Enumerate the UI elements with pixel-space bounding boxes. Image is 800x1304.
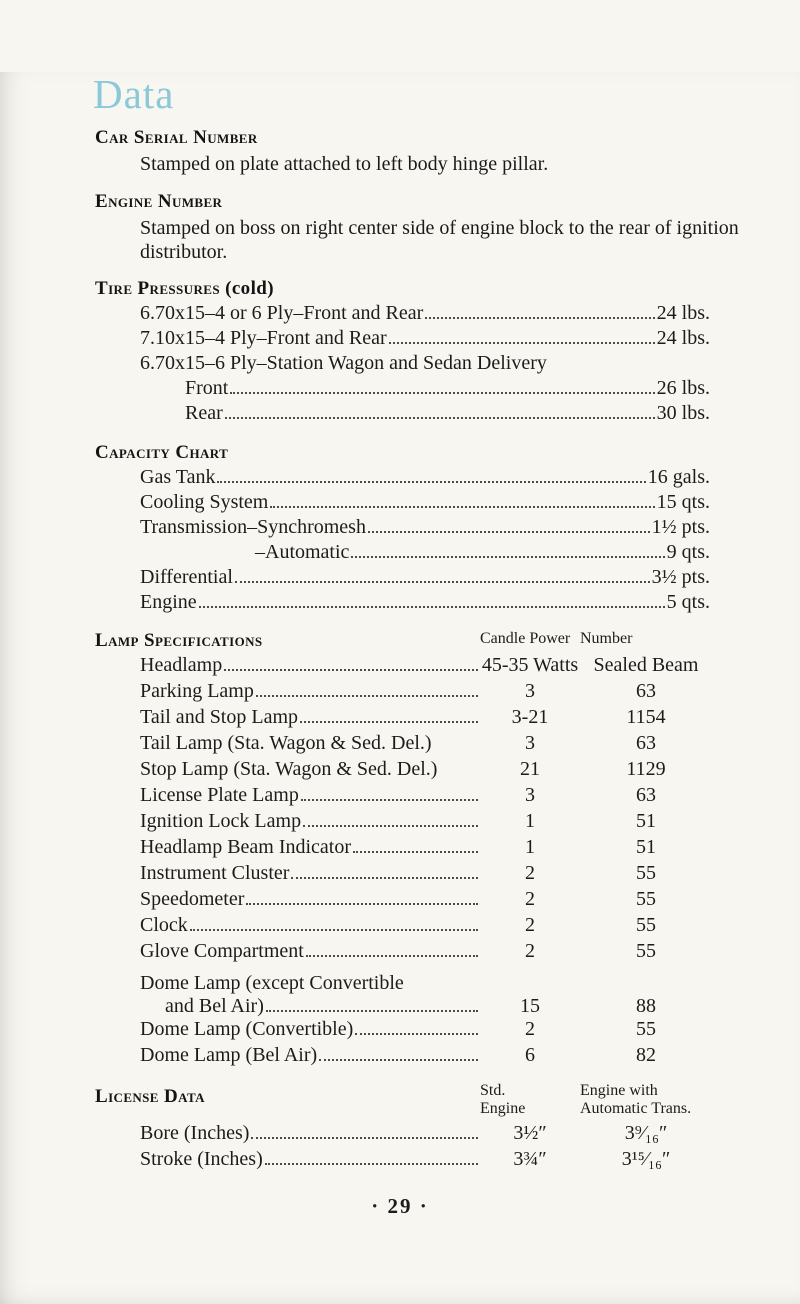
row-label: Cooling System xyxy=(140,491,269,513)
number-value: 51 xyxy=(636,810,656,832)
table-row xyxy=(140,862,712,888)
dotted-leader xyxy=(246,903,478,905)
candle-power-value: 45-35 Watts xyxy=(481,654,579,676)
dotted-leader xyxy=(291,877,478,879)
candle-power-value: 1 xyxy=(525,810,535,832)
dotted-leader xyxy=(351,556,664,558)
number-value: 82 xyxy=(636,1044,656,1066)
number-value: 63 xyxy=(636,732,656,754)
std-engine-value: 3¾″ xyxy=(513,1148,547,1170)
candle-power-value: 3 xyxy=(525,784,535,806)
list-item xyxy=(255,541,710,566)
dotted-leader xyxy=(265,1163,478,1165)
table-row xyxy=(140,810,712,836)
candle-power-value: 2 xyxy=(525,888,535,910)
table-row xyxy=(140,784,712,810)
dotted-leader xyxy=(224,669,478,671)
dotted-leader xyxy=(303,825,478,827)
row-label-line1: Dome Lamp (except Convertible xyxy=(140,972,404,994)
header-line2: Engine xyxy=(480,1100,526,1117)
page-number: · 29 · xyxy=(371,1194,429,1218)
row-value: 26 lbs. xyxy=(656,377,710,399)
number-value: 55 xyxy=(636,940,656,962)
candle-power-value: 6 xyxy=(525,1044,535,1066)
row-value: 9 qts. xyxy=(666,541,710,563)
table-row xyxy=(140,732,712,758)
table-row xyxy=(140,1044,712,1070)
list-item xyxy=(140,591,710,616)
candle-power-value: 3 xyxy=(525,680,535,702)
number-value: 1129 xyxy=(626,758,666,780)
column-header-candle-power: Candle Power xyxy=(480,630,571,647)
dotted-leader xyxy=(270,506,654,508)
dotted-leader xyxy=(199,606,665,608)
table-row xyxy=(140,706,712,732)
table-row xyxy=(140,1148,712,1174)
row-value: 30 lbs. xyxy=(656,402,710,424)
manual-page xyxy=(0,72,800,1304)
section-heading: Capacity Chart xyxy=(95,442,229,463)
lamp-specifications-header xyxy=(95,630,800,652)
number-value: 55 xyxy=(636,888,656,910)
section-capacity-chart xyxy=(95,442,745,616)
candle-power-value: 1 xyxy=(525,836,535,858)
row-label: Glove Compartment xyxy=(140,940,304,962)
dotted-leader xyxy=(251,1137,478,1139)
number-value: 63 xyxy=(636,784,656,806)
row-label: Instrument Cluster xyxy=(140,862,290,884)
dotted-leader xyxy=(256,695,478,697)
table-row xyxy=(140,888,712,914)
column-header-number: Number xyxy=(580,630,633,647)
section-engine-number xyxy=(95,191,745,264)
dotted-leader xyxy=(301,799,478,801)
number-value: 55 xyxy=(636,862,656,884)
row-label: License Plate Lamp xyxy=(140,784,299,806)
list-item xyxy=(185,402,710,427)
list-item xyxy=(140,327,710,352)
license-data-header xyxy=(95,1082,800,1118)
dotted-leader xyxy=(368,531,650,533)
table-row xyxy=(140,914,712,940)
section-body: Stamped on boss on right center side of engine block to the rear of ignition distributor. xyxy=(140,217,739,263)
dotted-leader xyxy=(225,417,655,419)
dotted-leader xyxy=(300,721,478,723)
row-label: Ignition Lock Lamp xyxy=(140,810,302,832)
number-value: 1154 xyxy=(626,706,666,728)
candle-power-value: 2 xyxy=(525,862,535,884)
heading-suffix: (cold) xyxy=(219,278,274,299)
section-heading: Lamp Specifications xyxy=(95,630,263,651)
list-item xyxy=(140,491,710,516)
candle-power-value: 15 xyxy=(520,995,540,1017)
table-row xyxy=(140,680,712,706)
number-value: 63 xyxy=(636,680,656,702)
row-label: 6.70x15–4 or 6 Ply–Front and Rear xyxy=(140,302,424,324)
candle-power-value: 21 xyxy=(520,758,540,780)
table-row xyxy=(140,758,712,784)
dotted-leader xyxy=(353,851,478,853)
std-engine-value: 3½″ xyxy=(513,1122,547,1144)
row-label: Front xyxy=(185,377,229,399)
row-value: 5 qts. xyxy=(666,591,710,613)
header-line1: Std. xyxy=(480,1082,506,1099)
row-value: 24 lbs. xyxy=(656,302,710,324)
row-label: Rear xyxy=(185,402,223,424)
row-value: 16 gals. xyxy=(647,466,710,488)
row-label: Stroke (Inches) xyxy=(140,1148,263,1170)
row-label: 7.10x15–4 Ply–Front and Rear xyxy=(140,327,387,349)
row-label: Dome Lamp (Convertible) xyxy=(140,1018,354,1040)
row-label: Stop Lamp (Sta. Wagon & Sed. Del.) xyxy=(140,758,438,780)
row-label: Bore (Inches) xyxy=(140,1122,250,1144)
row-value: 1½ pts. xyxy=(651,516,710,538)
license-data-table xyxy=(140,1122,712,1174)
table-row xyxy=(140,836,712,862)
list-item xyxy=(140,516,710,541)
section-heading: Engine Number xyxy=(95,191,223,212)
dotted-leader xyxy=(217,481,645,483)
row-value: 3½ pts. xyxy=(651,566,710,588)
column-header-std-engine xyxy=(480,1082,580,1118)
column-header-engine-automatic xyxy=(580,1082,712,1118)
row-label: Dome Lamp (Bel Air) xyxy=(140,1044,318,1066)
list-item xyxy=(140,566,710,591)
dotted-leader xyxy=(235,581,650,583)
row-label: Differential xyxy=(140,566,233,588)
dotted-leader xyxy=(306,955,478,957)
table-row xyxy=(140,940,712,966)
candle-power-value: 3 xyxy=(525,732,535,754)
row-label-line2: and Bel Air) xyxy=(165,995,264,1017)
section-heading: License Data xyxy=(95,1086,205,1107)
capacity-rows xyxy=(95,466,745,616)
table-row xyxy=(140,1018,712,1044)
table-row xyxy=(140,966,712,1018)
lamp-specifications-table xyxy=(140,654,712,1070)
row-label: Headlamp Beam Indicator xyxy=(140,836,352,858)
row-label: Transmission–Synchromesh xyxy=(140,516,366,538)
header-line1: Engine with xyxy=(580,1082,658,1099)
list-item xyxy=(140,302,710,327)
candle-power-value: 2 xyxy=(525,940,535,962)
row-value: 24 lbs. xyxy=(656,327,710,349)
number-value: 88 xyxy=(636,995,656,1017)
heading-text: Tire Pressures xyxy=(95,278,220,299)
dotted-leader xyxy=(389,342,655,344)
candle-power-value: 2 xyxy=(525,1018,535,1040)
table-row xyxy=(140,1122,712,1148)
candle-power-value: 2 xyxy=(525,914,535,936)
section-car-serial-number xyxy=(95,127,745,176)
row-label: Headlamp xyxy=(140,654,223,676)
automatic-engine-value: 3¹⁵⁄₁₆″ xyxy=(621,1148,671,1170)
dotted-leader xyxy=(266,1010,478,1012)
number-value: 55 xyxy=(636,914,656,936)
list-item: 6.70x15–6 Ply–Station Wagon and Sedan Delivery xyxy=(140,352,547,374)
dotted-leader xyxy=(319,1059,478,1061)
row-value: 15 qts. xyxy=(656,491,710,513)
dotted-leader xyxy=(190,929,478,931)
row-label: Speedometer xyxy=(140,888,245,910)
automatic-engine-value: 3⁹⁄₁₆″ xyxy=(624,1122,668,1144)
number-value: 55 xyxy=(636,1018,656,1040)
list-item xyxy=(185,377,710,402)
dotted-leader xyxy=(425,317,654,319)
dotted-leader xyxy=(355,1033,478,1035)
section-heading: Car Serial Number xyxy=(95,127,258,148)
row-label: Engine xyxy=(140,591,197,613)
row-label: Tail Lamp (Sta. Wagon & Sed. Del.) xyxy=(140,732,432,754)
row-label: Gas Tank xyxy=(140,466,216,488)
table-row xyxy=(140,654,712,680)
row-label: –Automatic xyxy=(255,541,350,563)
page-title: Data xyxy=(93,71,175,117)
section-tire-pressures xyxy=(95,278,745,427)
header-line2: Automatic Trans. xyxy=(580,1100,692,1117)
number-value: 51 xyxy=(636,836,656,858)
row-label: Tail and Stop Lamp xyxy=(140,706,299,728)
list-item xyxy=(140,466,710,491)
tire-pressure-rows xyxy=(95,302,745,427)
section-body: Stamped on plate attached to left body hinge pillar. xyxy=(140,153,549,175)
candle-power-value: 3-21 xyxy=(511,706,549,728)
number-value: Sealed Beam xyxy=(593,654,699,676)
dotted-leader xyxy=(230,392,654,394)
row-label: Clock xyxy=(140,914,188,936)
row-label: Parking Lamp xyxy=(140,680,254,702)
section-heading xyxy=(95,278,745,300)
